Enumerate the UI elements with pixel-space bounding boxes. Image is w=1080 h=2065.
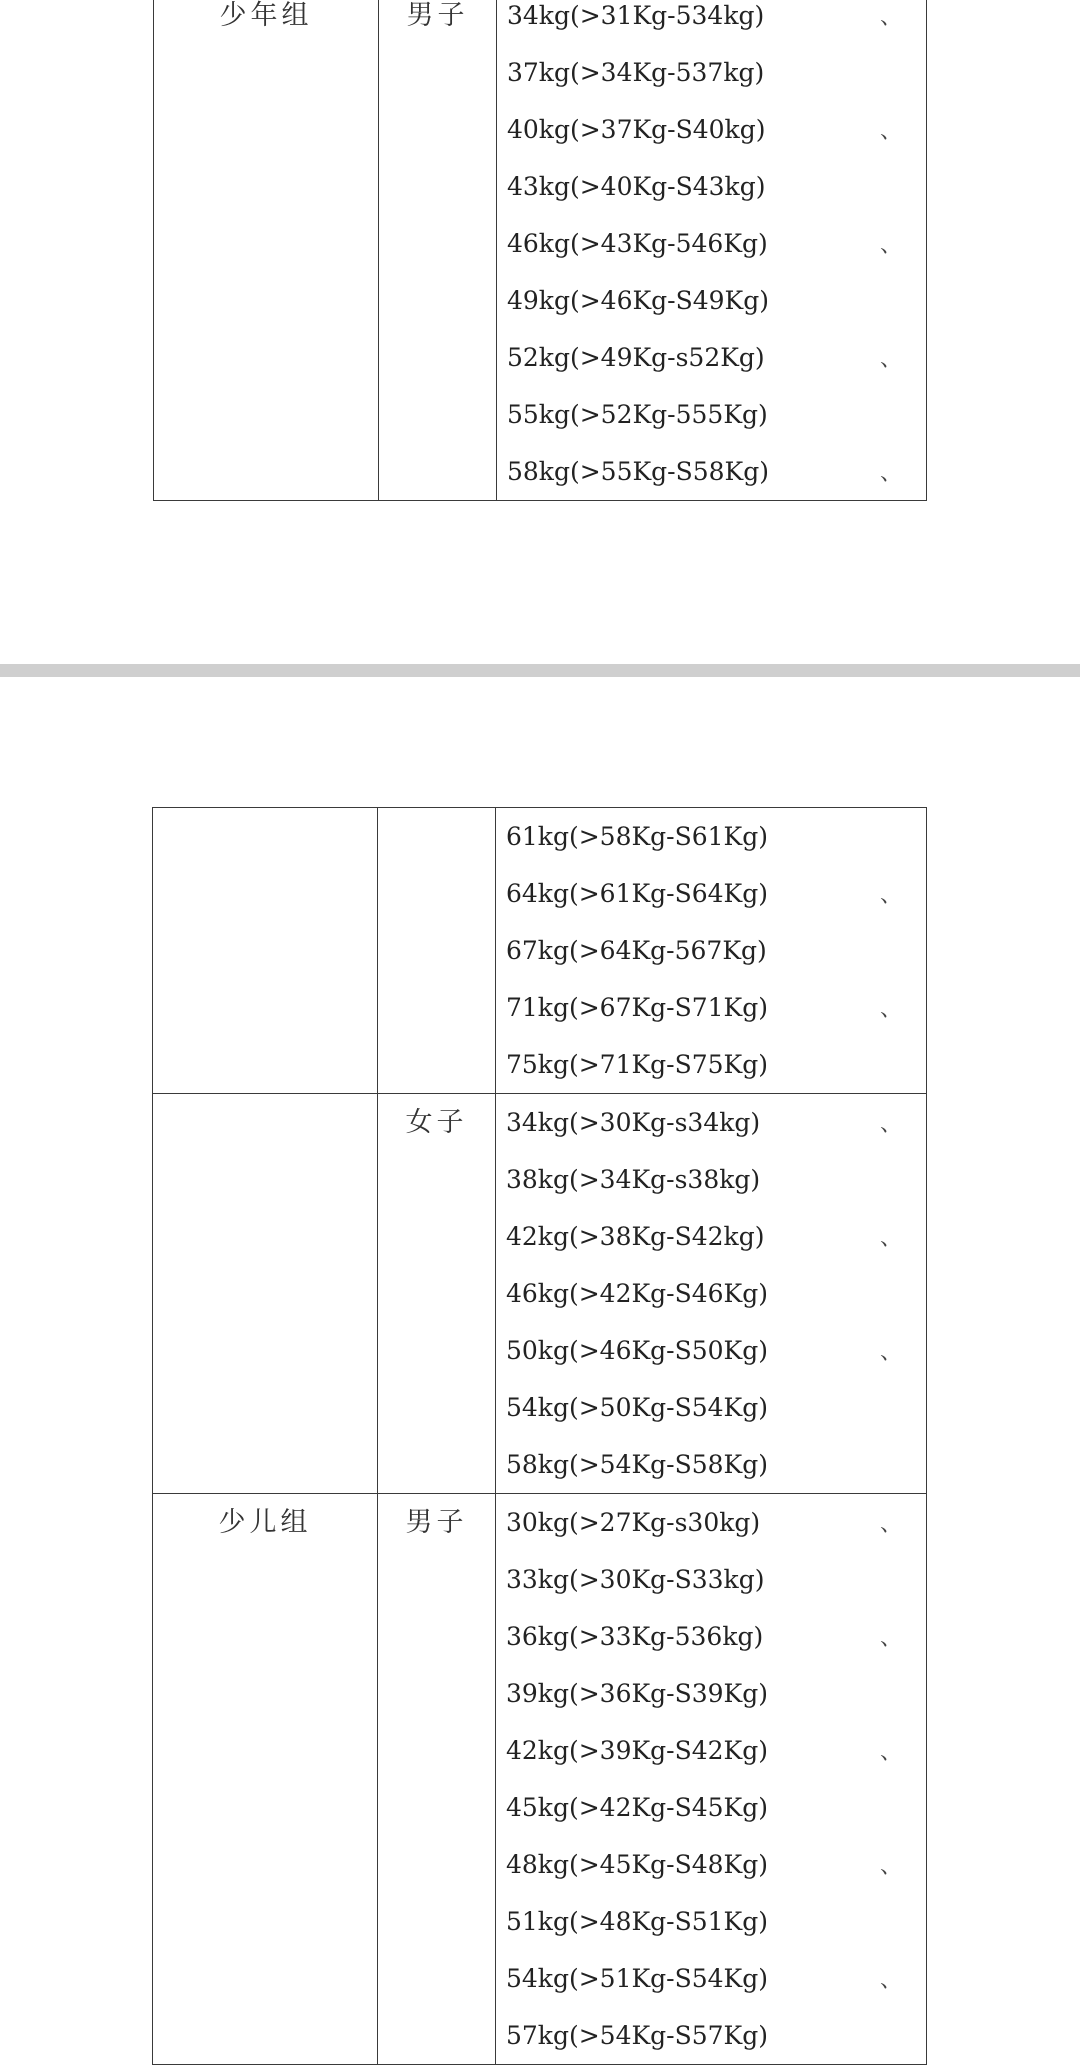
enumeration-comma-mark: 、	[879, 461, 902, 486]
weight-class-text: 75kg(>71Kg-S75Kg)	[506, 1050, 768, 1079]
weight-class-text: 36kg(>33Kg-536kg)	[506, 1622, 764, 1651]
weight-class-text: 46kg(>42Kg-S46Kg)	[506, 1279, 768, 1308]
weight-class-text: 30kg(>27Kg-s30kg)	[506, 1508, 761, 1537]
weight-class-text: 71kg(>67Kg-S71Kg)	[506, 993, 768, 1022]
weight-class-item	[496, 1893, 926, 1950]
weight-class-item	[496, 1665, 926, 1722]
weight-class-item	[496, 1094, 926, 1151]
weight-class-text: 43kg(>40Kg-S43kg)	[507, 172, 766, 201]
weight-class-text: 58kg(>55Kg-S58Kg)	[507, 457, 769, 486]
table-row	[153, 1094, 927, 1494]
weight-class-text: 37kg(>34Kg-537kg)	[507, 58, 765, 87]
weight-classes-cell	[497, 0, 927, 501]
weight-class-item	[496, 1208, 926, 1265]
weight-class-item	[496, 1836, 926, 1893]
age-group-label	[153, 1094, 377, 1151]
weight-class-item	[496, 922, 926, 979]
weight-class-text: 64kg(>61Kg-S64Kg)	[506, 879, 768, 908]
enumeration-comma-mark: 、	[879, 1112, 902, 1137]
gender-label: 女子	[405, 1107, 468, 1138]
weight-class-item	[496, 979, 926, 1036]
enumeration-comma-mark: 、	[879, 1226, 902, 1251]
weight-class-item	[497, 0, 926, 44]
enumeration-comma-mark: 、	[879, 1512, 902, 1537]
gender-label: 男子	[406, 0, 469, 31]
weight-class-item	[496, 1551, 926, 1608]
enumeration-comma-mark: 、	[879, 1854, 902, 1879]
weight-class-text: 55kg(>52Kg-555Kg)	[507, 400, 768, 429]
age-group-cell	[153, 1494, 378, 2065]
enumeration-comma-mark: 、	[879, 1626, 902, 1651]
weight-class-text: 38kg(>34Kg-s38kg)	[506, 1165, 761, 1194]
weight-class-text: 33kg(>30Kg-S33kg)	[506, 1565, 765, 1594]
weight-class-item	[497, 215, 926, 272]
age-group-label: 少儿组	[218, 1507, 312, 1538]
weight-class-table-body	[154, 0, 927, 501]
weight-class-text: 40kg(>37Kg-S40kg)	[507, 115, 766, 144]
age-group-label: 少年组	[219, 0, 313, 31]
gender-cell	[379, 0, 497, 501]
enumeration-comma-mark: 、	[879, 1740, 902, 1765]
weight-class-item	[496, 1436, 926, 1493]
weight-class-text: 61kg(>58Kg-S61Kg)	[506, 822, 768, 851]
weight-class-item	[496, 1779, 926, 1836]
gender-label	[378, 808, 495, 865]
age-group-cell	[154, 0, 379, 501]
weight-class-text: 54kg(>51Kg-S54Kg)	[506, 1964, 768, 1993]
weight-classes-cell	[496, 808, 927, 1094]
weight-class-table-part-2	[152, 807, 927, 2065]
weight-class-text: 52kg(>49Kg-s52Kg)	[507, 343, 765, 372]
gender-cell	[378, 808, 496, 1094]
weight-class-table-part-1	[153, 0, 927, 501]
gender-label: 男子	[405, 1507, 468, 1538]
enumeration-comma-mark: 、	[879, 1340, 902, 1365]
weight-class-text: 50kg(>46Kg-S50Kg)	[506, 1336, 768, 1365]
weight-class-text: 58kg(>54Kg-S58Kg)	[506, 1450, 768, 1479]
table-row	[154, 0, 927, 501]
weight-class-item	[496, 1265, 926, 1322]
weight-class-text: 46kg(>43Kg-546Kg)	[507, 229, 768, 258]
weight-class-text: 51kg(>48Kg-S51Kg)	[506, 1907, 768, 1936]
weight-class-item	[497, 158, 926, 215]
weight-class-item	[496, 1608, 926, 1665]
enumeration-comma-mark: 、	[879, 997, 902, 1022]
weight-class-item	[496, 865, 926, 922]
weight-class-item	[496, 808, 926, 865]
weight-class-item	[497, 44, 926, 101]
weight-class-table-body	[153, 808, 927, 2065]
weight-class-text: 42kg(>39Kg-S42Kg)	[506, 1736, 768, 1765]
weight-class-text: 34kg(>31Kg-534kg)	[507, 1, 765, 30]
weight-class-text: 49kg(>46Kg-S49Kg)	[507, 286, 769, 315]
enumeration-comma-mark: 、	[879, 119, 902, 144]
weight-class-item	[497, 329, 926, 386]
weight-class-text: 67kg(>64Kg-567Kg)	[506, 936, 767, 965]
age-group-cell	[153, 808, 378, 1094]
document-page-bottom	[0, 677, 1080, 2063]
weight-class-item	[496, 2007, 926, 2064]
weight-class-item	[497, 101, 926, 158]
enumeration-comma-mark: 、	[879, 233, 902, 258]
weight-class-item	[496, 1494, 926, 1551]
enumeration-comma-mark: 、	[879, 5, 902, 30]
weight-class-item	[496, 1151, 926, 1208]
weight-class-item	[496, 1950, 926, 2007]
page-divider	[0, 664, 1080, 677]
weight-classes-cell	[496, 1094, 927, 1494]
weight-class-text: 54kg(>50Kg-S54Kg)	[506, 1393, 768, 1422]
weight-class-item	[497, 386, 926, 443]
weight-class-text: 34kg(>30Kg-s34kg)	[506, 1108, 761, 1137]
enumeration-comma-mark: 、	[879, 1968, 902, 1993]
table-row	[153, 1494, 927, 2065]
weight-class-item	[497, 443, 926, 500]
weight-class-item	[496, 1036, 926, 1093]
weight-class-item	[497, 272, 926, 329]
age-group-cell	[153, 1094, 378, 1494]
table-row	[153, 808, 927, 1094]
enumeration-comma-mark: 、	[879, 883, 902, 908]
weight-class-text: 39kg(>36Kg-S39Kg)	[506, 1679, 768, 1708]
weight-class-item	[496, 1322, 926, 1379]
weight-class-item	[496, 1722, 926, 1779]
gender-cell	[378, 1094, 496, 1494]
age-group-label	[153, 808, 377, 865]
gender-cell	[378, 1494, 496, 2065]
weight-classes-cell	[496, 1494, 927, 2065]
weight-class-text: 42kg(>38Kg-S42kg)	[506, 1222, 765, 1251]
weight-class-text: 57kg(>54Kg-S57Kg)	[506, 2021, 768, 2050]
document-page-top	[0, 0, 1080, 664]
enumeration-comma-mark: 、	[879, 347, 902, 372]
weight-class-text: 45kg(>42Kg-S45Kg)	[506, 1793, 768, 1822]
weight-class-text: 48kg(>45Kg-S48Kg)	[506, 1850, 768, 1879]
weight-class-item	[496, 1379, 926, 1436]
